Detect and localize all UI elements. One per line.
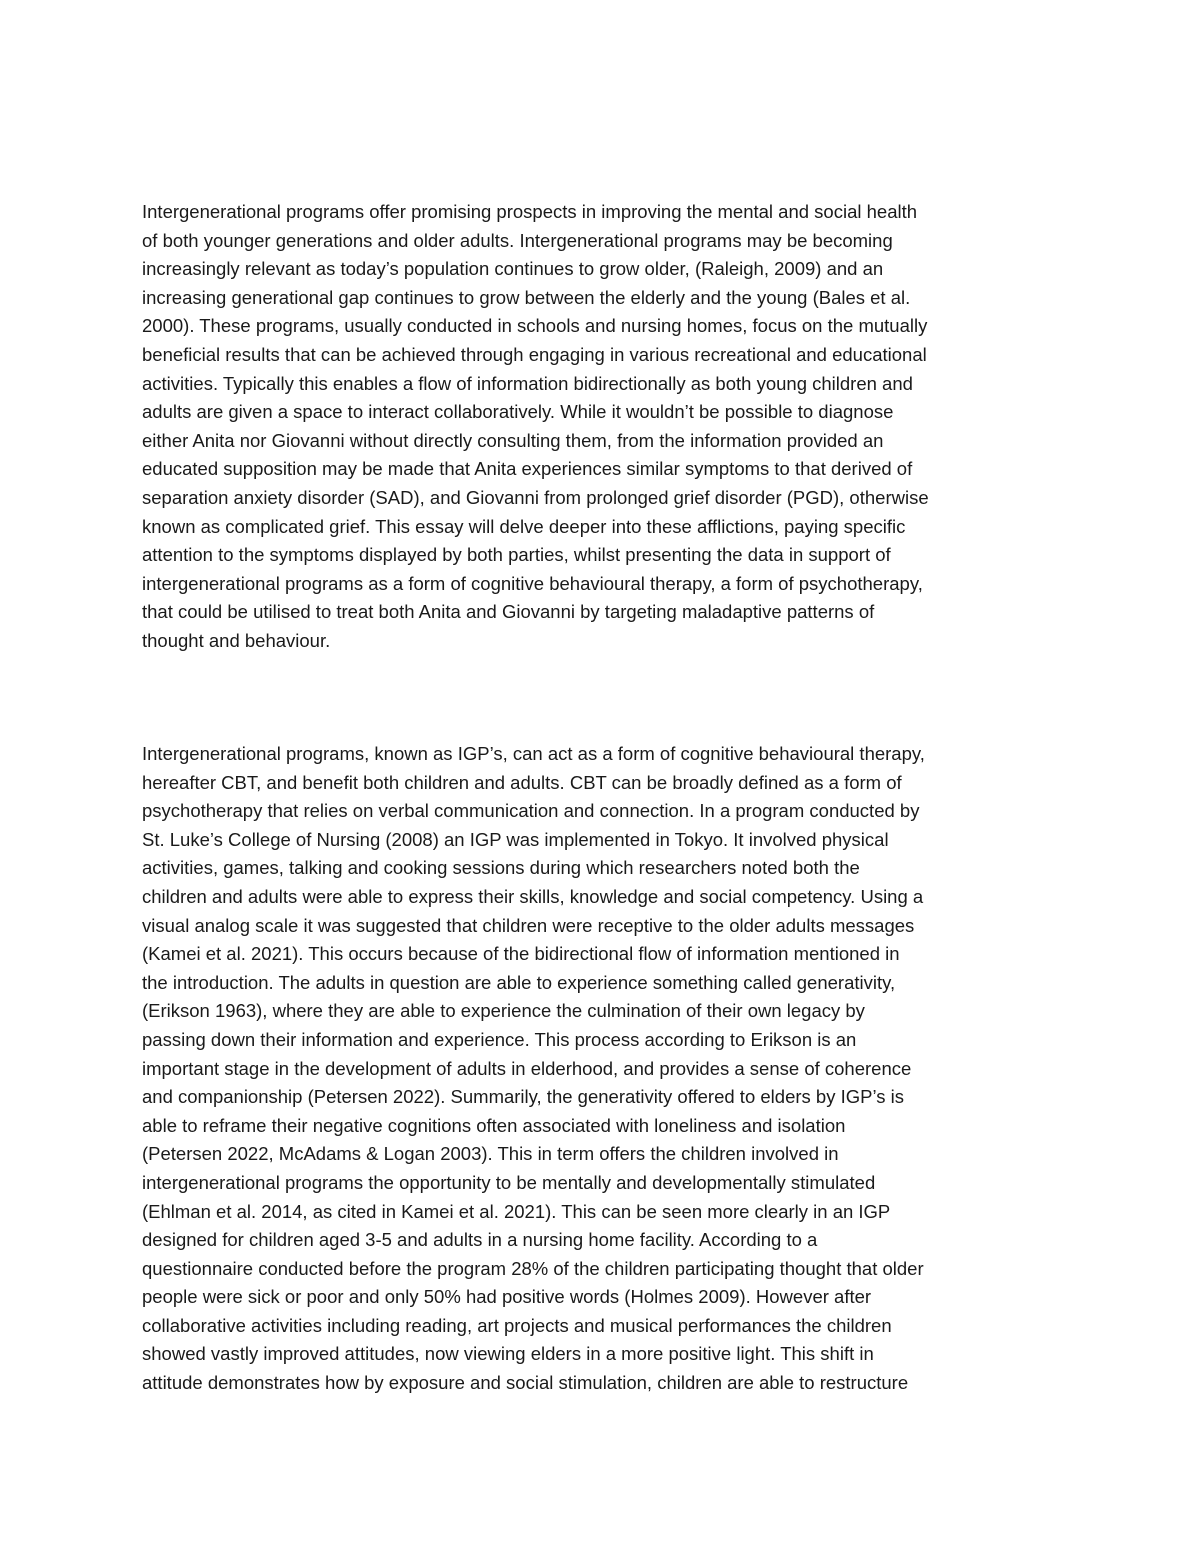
text-line: St. Luke’s College of Nursing (2008) an IGP was implemented in Tokyo. It involved physical bbox=[142, 828, 889, 850]
text-line: Intergenerational programs, known as IGP’s, can act as a form of cognitive behavioural therapy, bbox=[142, 743, 925, 764]
text-line: visual analog scale it was suggested that children were receptive to the older adults messages bbox=[142, 914, 915, 936]
text-line: and companionship (Petersen 2022). Summarily, the generativity offered to elders by IGP’s is bbox=[142, 1086, 904, 1108]
text-line: 2000). These programs, usually conducted in schools and nursing homes, focus on the mutually bbox=[142, 315, 928, 337]
text-line: Intergenerational programs offer promising prospects in improving the mental and social health bbox=[142, 201, 918, 222]
text-line: (Erikson 1963), where they are able to experience the culmination of their own legacy by bbox=[142, 1000, 865, 1022]
text-line: attitude demonstrates how by exposure and social stimulation, children are able to restructure bbox=[142, 1372, 909, 1394]
text-line: intergenerational programs the opportunity to be mentally and developmentally stimulated bbox=[142, 1171, 876, 1193]
text-line: (Petersen 2022, McAdams & Logan 2003). This in term offers the children involved in bbox=[142, 1143, 839, 1165]
text-line: people were sick or poor and only 50% had positive words (Holmes 2009). However after bbox=[142, 1286, 872, 1308]
body-paragraph bbox=[142, 740, 1102, 1398]
text-line: hereafter CBT, and benefit both children and adults. CBT can be broadly defined as a form of bbox=[142, 771, 902, 793]
text-line: (Kamei et al. 2021). This occurs because of the bidirectional flow of information mentioned in bbox=[142, 943, 900, 965]
introduction-paragraph bbox=[142, 198, 1102, 656]
text-line: the introduction. The adults in question are able to experience something called generativity, bbox=[142, 971, 896, 993]
text-line: activities, games, talking and cooking sessions during which researchers noted both the bbox=[142, 857, 860, 879]
text-line: either Anita nor Giovanni without directly consulting them, from the information provided an bbox=[142, 429, 884, 451]
text-line: collaborative activities including reading, art projects and musical performances the children bbox=[142, 1314, 892, 1336]
text-line: activities. Typically this enables a flow of information bidirectionally as both young children and bbox=[142, 372, 913, 394]
text-line: able to reframe their negative cognitions often associated with loneliness and isolation bbox=[142, 1114, 846, 1136]
text-line: educated supposition may be made that Anita experiences similar symptoms to that derived of bbox=[142, 458, 913, 480]
text-line: thought and behaviour. bbox=[142, 629, 331, 651]
text-line: important stage in the development of adults in elderhood, and provides a sense of coherence bbox=[142, 1057, 912, 1079]
text-line: increasing generational gap continues to grow between the elderly and the young (Bales et al. bbox=[142, 286, 911, 308]
text-line: psychotherapy that relies on verbal communication and connection. In a program conducted by bbox=[142, 800, 920, 822]
text-line: that could be utilised to treat both Anita and Giovanni by targeting maladaptive patterns of bbox=[142, 601, 875, 623]
text-line: attention to the symptoms displayed by both parties, whilst presenting the data in support of bbox=[142, 544, 891, 566]
text-line: separation anxiety disorder (SAD), and Giovanni from prolonged grief disorder (PGD), otherwise bbox=[142, 486, 929, 508]
text-line: designed for children aged 3-5 and adults in a nursing home facility. According to a bbox=[142, 1229, 818, 1251]
text-line: passing down their information and experience. This process according to Erikson is an bbox=[142, 1028, 857, 1050]
text-line: intergenerational programs as a form of cognitive behavioural therapy, a form of psychotherapy, bbox=[142, 572, 923, 594]
text-line: children and adults were able to express their skills, knowledge and social competency. Using a bbox=[142, 885, 924, 907]
text-line: questionnaire conducted before the program 28% of the children participating thought that older bbox=[142, 1257, 924, 1279]
text-line: known as complicated grief. This essay will delve deeper into these afflictions, paying specific bbox=[142, 515, 906, 537]
text-line: increasingly relevant as today’s population continues to grow older, (Raleigh, 2009) and an bbox=[142, 258, 884, 280]
text-line: beneficial results that can be achieved through engaging in various recreational and educational bbox=[142, 343, 927, 365]
text-line: (Ehlman et al. 2014, as cited in Kamei et al. 2021). This can be seen more clearly in an IGP bbox=[142, 1200, 891, 1222]
text-line: adults are given a space to interact collaboratively. While it wouldn’t be possible to diagnose bbox=[142, 401, 894, 423]
text-line: showed vastly improved attitudes, now viewing elders in a more positive light. This shift in bbox=[142, 1343, 874, 1365]
text-line: of both younger generations and older adults. Intergenerational programs may be becoming bbox=[142, 229, 893, 251]
